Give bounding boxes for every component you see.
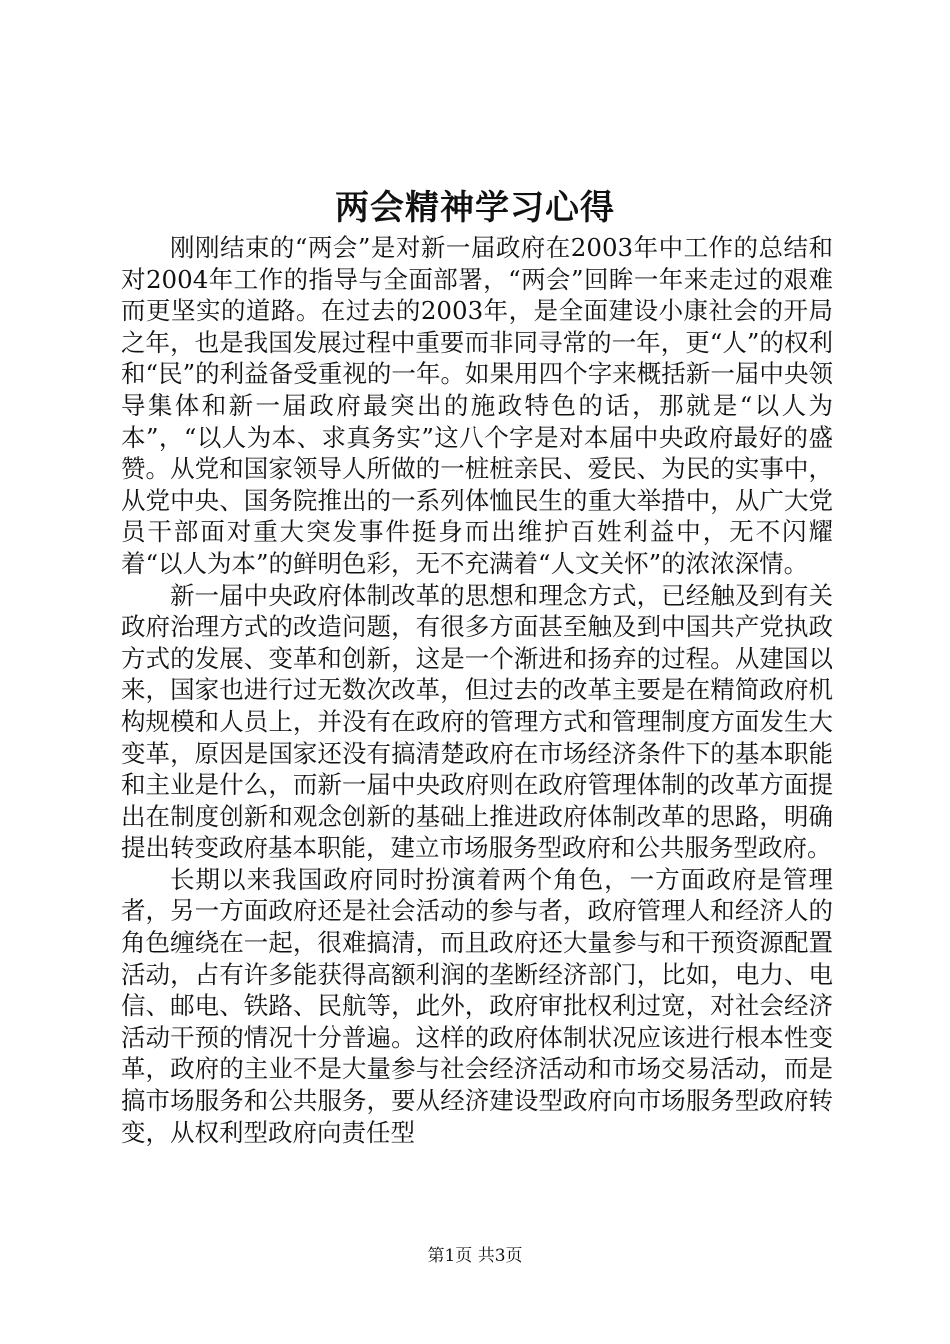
- page-footer: 第1页 共3页: [427, 1246, 523, 1266]
- paragraph-1: 刚刚结束的“两会”是对新一届政府在2003年中工作的总结和对2004年工作的指导与全面部署，“两会”回眸一年来走过的艰难而更坚实的道路。在过去的2003年，是全面建设小康社会的开局之年，也是我国发展过程中重要而非同寻常的一年，更“人”的权利和“民”的利益备受重视的一年。如果用四个字来概括新一届中央领导集体和新一届政府最突出的施政特色的话，那就是“以人为本”，“以人为本、求真务实”这八个字是对本届中央政府最好的盛赞。从党和国家领导人所做的一桩桩亲民、爱民、为民的实事中，从党中央、国务院推出的一系列体恤民生的重大举措中，从广大党员干部面对重大突发事件挺身而出维护百姓利益中，无不闪耀着“以人为本”的鲜明色彩，无不充满着“人文关怀”的浓浓深情。: [121, 233, 833, 578]
- document-title: 两会精神学习心得: [335, 188, 615, 228]
- paragraph-3: 长期以来我国政府同时扮演着两个角色，一方面政府是管理者，另一方面政府还是社会活动的参与者，政府管理人和经济人的角色缠绕在一起，很难搞清，而且政府还大量参与和干预资源配置活动，占有许多能获得高额利润的垄断经济部门，比如，电力、电信、邮电、铁路、民航等，此外，政府审批权利过宽，对社会经济活动干预的情况十分普遍。这样的政府体制状况应该进行根本性变革，政府的主业不是大量参与社会经济活动和市场交易活动，而是搞市场服务和公共服务，要从经济建设型政府向市场服务型政府转变，从权利型政府向责任型: [121, 864, 833, 1147]
- paragraph-2: 新一届中央政府体制改革的思想和理念方式，已经触及到有关政府治理方式的改造问题，有很多方面甚至触及到中国共产党执政方式的发展、变革和创新，这是一个渐进和扬弃的过程。从建国以来，国家也进行过无数次改革，但过去的改革主要是在精简政府机构规模和人员上，并没有在政府的管理方式和管理制度方面发生大变革，原因是国家还没有搞清楚政府在市场经济条件下的基本职能和主业是什么，而新一届中央政府则在政府管理体制的改革方面提出在制度创新和观念创新的基础上推进政府体制改革的思路，明确提出转变政府基本职能，建立市场服务型政府和公共服务型政府。: [121, 580, 833, 863]
- document-body: [121, 232, 833, 1148]
